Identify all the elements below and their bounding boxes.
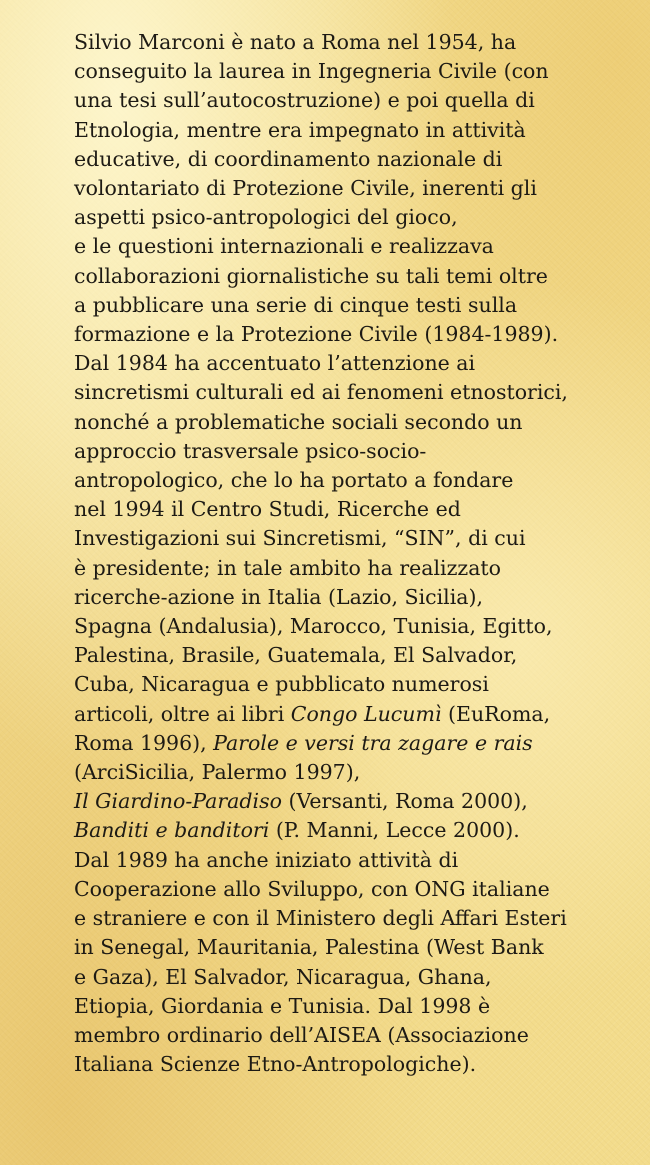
- bio-line: sincretismi culturali ed ai fenomeni etnostorici,: [74, 380, 568, 405]
- bio-line: aspetti psico-antropologici del gioco,: [74, 205, 458, 230]
- bio-line: membro ordinario dell’AISEA (Associazione: [74, 1022, 529, 1047]
- bio-line: Etiopia, Giordania e Tunisia. Dal 1998 è: [74, 993, 491, 1018]
- bio-line: Dal 1984 ha accentuato l’attenzione ai: [74, 351, 476, 376]
- bio-line: approccio trasversale psico-socio-: [74, 438, 427, 463]
- book-title: Banditi e banditori: [74, 818, 270, 843]
- bio-line: Spagna (Andalusia), Marocco, Tunisia, Egitto,: [74, 614, 553, 639]
- bio-line: Investigazioni sui Sincretismi, “SIN”, di cui: [74, 526, 526, 551]
- bio-line: educative, di coordinamento nazionale di: [74, 146, 503, 171]
- bio-line: e le questioni internazionali e realizzava: [74, 234, 494, 259]
- bio-line: volontariato di Protezione Civile, inerenti gli: [74, 176, 537, 201]
- bio-line: Cooperazione allo Sviluppo, con ONG italiane: [74, 876, 550, 901]
- book-title: Parole e versi tra zagare e rais: [213, 730, 533, 755]
- bio-line: Etnologia, mentre era impegnato in attività: [74, 117, 526, 142]
- bio-line: e straniere e con il Ministero degli Affari Esteri: [74, 906, 567, 931]
- bio-line: Italiana Scienze Etno-Antropologiche).: [74, 1052, 477, 1077]
- bio-line: collaborazioni giornalistiche su tali temi oltre: [74, 263, 548, 288]
- bio-line: Dal 1989 ha anche iniziato attività di: [74, 847, 459, 872]
- bio-line: Il Giardino-Paradiso (Versanti, Roma 2000),: [74, 789, 528, 814]
- bio-line: Banditi e banditori (P. Manni, Lecce 2000).: [74, 818, 520, 843]
- bio-line: Cuba, Nicaragua e pubblicato numerosi: [74, 672, 489, 697]
- bio-line: formazione e la Protezione Civile (1984-1989).: [74, 322, 559, 347]
- bio-line: antropologico, che lo ha portato a fondare: [74, 468, 514, 493]
- bio-line: conseguito la laurea in Ingegneria Civile (con: [74, 59, 549, 84]
- bio-line: e Gaza), El Salvador, Nicaragua, Ghana,: [74, 964, 492, 989]
- bio-line: nonché a problematiche sociali secondo un: [74, 409, 523, 434]
- bio-line: a pubblicare una serie di cinque testi sulla: [74, 292, 518, 317]
- bio-line: in Senegal, Mauritania, Palestina (West Bank: [74, 935, 544, 960]
- bio-line: Roma 1996), Parole e versi tra zagare e rais: [74, 730, 533, 755]
- bio-line: ricerche-azione in Italia (Lazio, Sicilia),: [74, 584, 484, 609]
- bio-line: articoli, oltre ai libri Congo Lucumì (EuRoma,: [74, 701, 551, 726]
- bio-line: Silvio Marconi è nato a Roma nel 1954, ha: [74, 30, 517, 54]
- book-title: Il Giardino-Paradiso: [74, 789, 282, 814]
- bio-line: nel 1994 il Centro Studi, Ricerche ed: [74, 497, 461, 522]
- book-title: Congo Lucumì: [290, 701, 442, 726]
- author-biography: [74, 28, 644, 1079]
- bio-line: è presidente; in tale ambito ha realizzato: [74, 555, 502, 580]
- bio-line: (ArciSicilia, Palermo 1997),: [74, 760, 361, 785]
- bio-line: una tesi sull’autocostruzione) e poi quella di: [74, 88, 535, 113]
- bio-line: Palestina, Brasile, Guatemala, El Salvador,: [74, 643, 518, 668]
